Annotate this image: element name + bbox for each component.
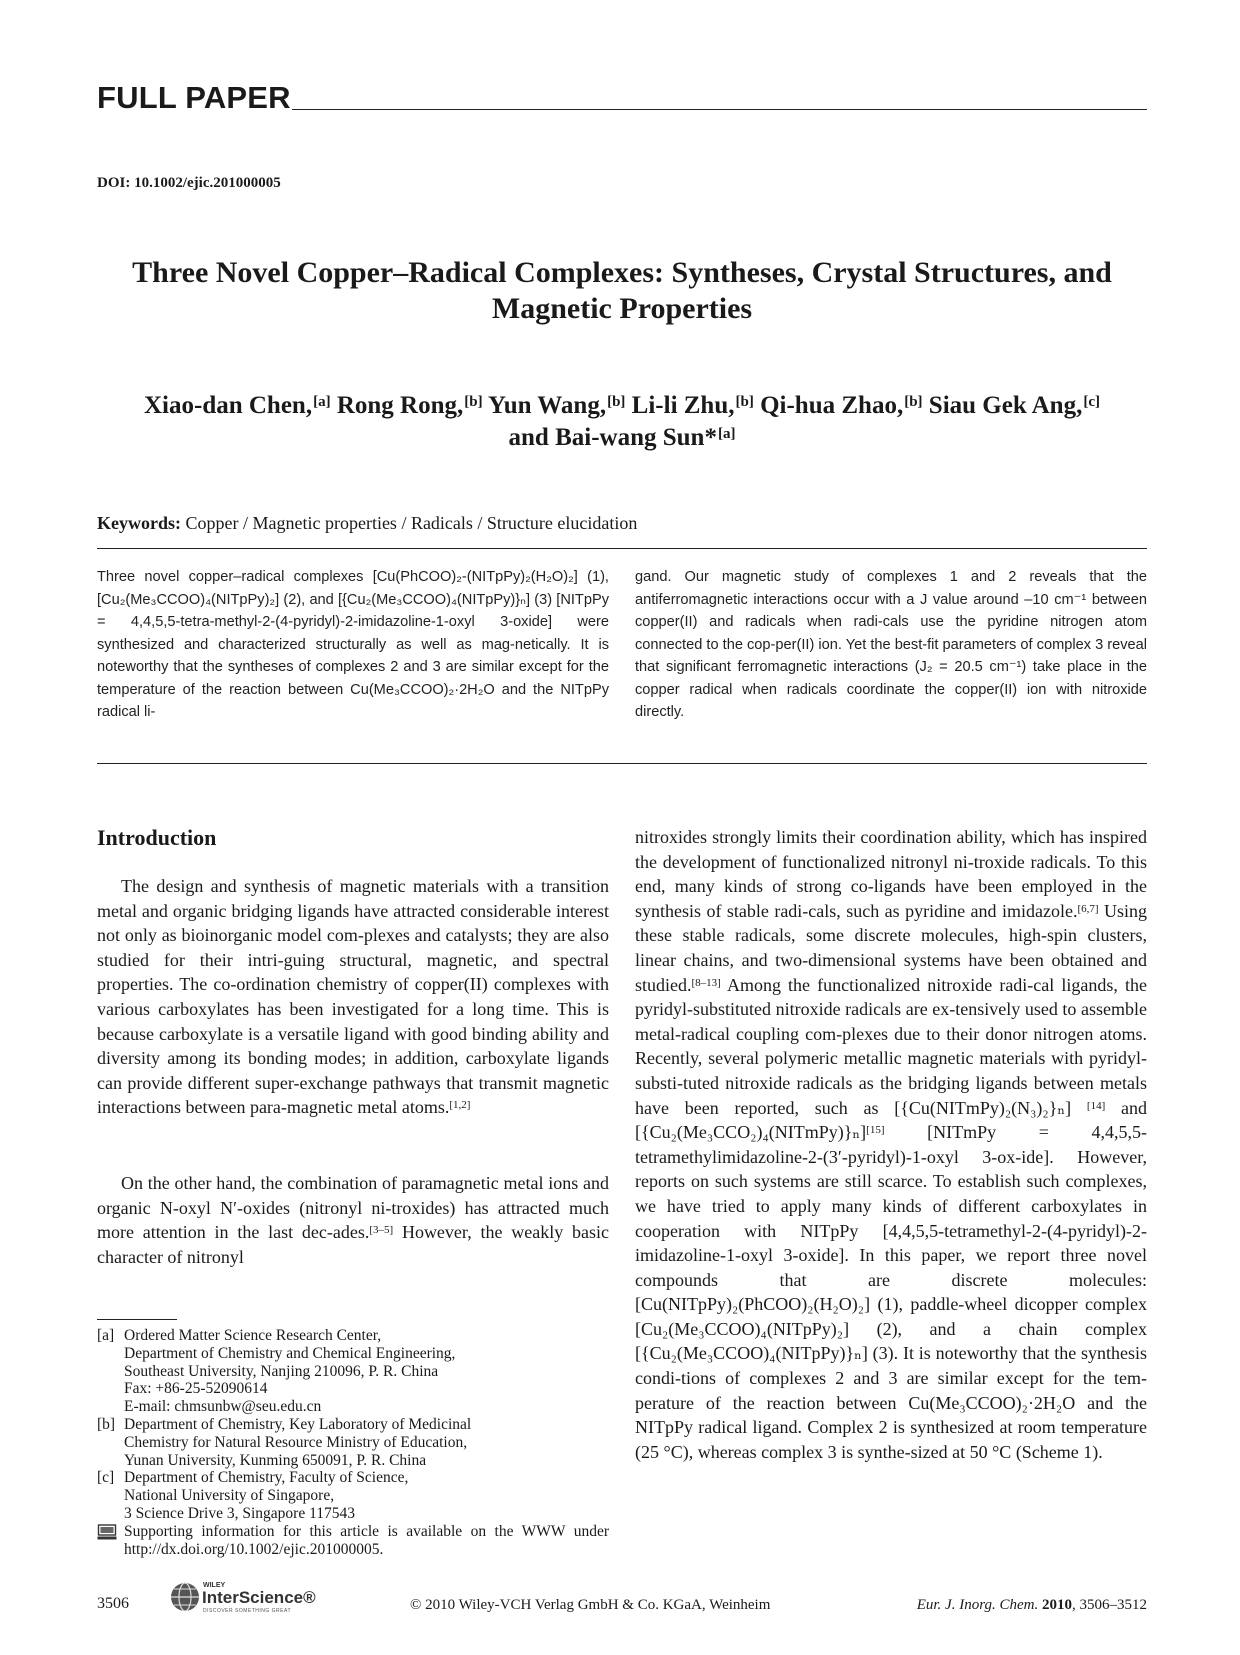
author-name: Qi-hua Zhao, [760,392,904,419]
author-list [97,390,1147,454]
affiliation-b [97,1416,609,1469]
abstract-right-column: gand. Our magnetic study of complexes 1 and 2 reveals that the antiferromagnetic interactions occur with a J value around –10 cm⁻¹ between copper(II) and radicals when radi-cals use the pyridine nitrogen atom connected to the cop-per(II) ion. Yet the best-fit parameters of complex 3 reveal that significant ferromagnetic interactions (J₂ = 20.5 cm⁻¹) take place in the copper radical when radicals coordinate the copper(II) ion with nitroxide directly. [635,569,1147,720]
affiliation-line: Southeast University, Nanjing 210096, P. R. China [124,1362,439,1380]
journal-citation [917,1597,1147,1614]
affiliation-a [97,1327,609,1416]
affiliations [97,1327,609,1558]
computer-icon [97,1524,117,1540]
abstract-rule-top [97,548,1147,549]
citation: [15] [866,1124,885,1137]
keywords-label: Keywords: [97,513,181,533]
author-name: and Bai-wang Sun* [508,424,717,451]
affiliation-line: 3 Science Drive 3, Singapore 117543 [124,1504,356,1522]
affiliation-line: National University of Singapore, [124,1487,335,1505]
author-affiliation-tag: [b] [904,394,923,410]
author-affiliation-tag: [b] [735,394,754,410]
citation: [1,2] [449,1099,471,1112]
affiliation-line: Fax: +86-25-52090614 [124,1380,268,1398]
intro-right-column [635,825,1147,1464]
abstract-left-column: Three novel copper–radical complexes [Cu(PhCOO)₂-(NITpPy)₂(H₂O)₂] (1), [Cu₂(Me₃CCOO)₄(NITpPy)₂] (2), and [{Cu₂(Me₃CCOO)₄(NITpPy)}ₙ] (3) [NITpPy = 4,4,5,5-tetra-methyl-2-(4-pyridyl)-2-imidazoline-1-oxyl 3-oxide] were synthesized and characterized structurally as well as mag-netically. It is noteworthy that the syntheses of complexes 2 and 3 are similar except for the temperature of the reaction between Cu(Me₃CCOO)₂·2H₂O and the NITpPy radical li- [97,569,609,720]
affiliation-c [97,1469,609,1522]
page-number: 3506 [97,1595,129,1612]
affiliation-tag: [c] [97,1469,115,1487]
header-rule [292,109,1147,110]
section-label: FULL PAPER [97,80,291,115]
affiliation-line: Department of Chemistry, Faculty of Science, [124,1469,409,1487]
citation: [8–13] [691,976,721,989]
author-affiliation-tag: [b] [464,394,483,410]
intro-paragraph-1 [97,874,609,1120]
author-name: Xiao-dan Chen, [144,392,313,419]
affiliation-line: Chemistry for Natural Resource Ministry of Education, [124,1433,468,1451]
intro-paragraph-1-text: The design and synthesis of magnetic materials with a transition metal and organic bridging ligands have attracted considerable interest not only as bioinorganic model com-plexes and catalysts; they are also studied for their intri-guing structural, magnetic, and spectral properties. The co-ordination chemistry of copper(II) complexes with various carboxylates has been investigated for a long time. This is because carboxylate is a versatile ligand with good binding ability and diversity among its bonding modes; in addition, carboxylate ligands can provide different super-exchange pathways that transmit magnetic interactions between para-magnetic metal atoms. [97,876,609,1118]
copyright: © 2010 Wiley-VCH Verlag GmbH & Co. KGaA, Weinheim [410,1597,771,1613]
supporting-info-text[interactable]: Supporting information for this article is available on the WWW under http://dx.doi.org/10.1002/ejic.201000005. [124,1522,609,1558]
citation: [14] [1086,1099,1106,1112]
affiliation-line: Ordered Matter Science Research Center, [124,1327,382,1344]
journal-pages: , 3506–3512 [1072,1597,1147,1613]
keywords-text: Copper / Magnetic properties / Radicals / Structure elucidation [185,513,638,533]
intro-right-text: and [{Cu₂(Me₃CCO₂)₄(NITmPy)}ₙ] [635,1097,1148,1143]
supporting-info [97,1523,609,1559]
doi: DOI: 10.1002/ejic.201000005 [97,175,281,191]
intro-right-text: nitroxides strongly limits their coordination ability, which has inspired the development of functionalized nitronyl ni-troxide radicals. To this end, many kinds of strong co-ligands have been employed in the synthesis of stable radi-cals, such as pyridine and imidazole. [635,827,1147,921]
citation: [6,7] [1077,902,1099,915]
keywords [97,513,637,534]
logo-main-text: InterScience® [202,1588,316,1607]
author-affiliation-tag: [a] [717,426,736,442]
affiliation-tag: [a] [97,1327,115,1344]
intro-paragraph-2 [97,1171,609,1269]
author-name: Li-li Zhu, [631,392,735,419]
logo-small-text: WILEY [203,1582,226,1589]
affiliation-line: Yunan University, Kunming 650091, P. R. China [124,1451,427,1469]
section-heading-introduction: Introduction [97,825,217,850]
author-affiliation-tag: [c] [1083,394,1100,410]
citation: [3–5] [369,1224,394,1237]
intro-paragraph-2-text: On the other hand, the combination of paramagnetic metal ions and organic N-oxyl N′-oxides (nitronyl ni-troxides) has attracted much more attention in the last dec-ades. [97,1173,609,1243]
author-name: Rong Rong, [336,392,464,419]
affiliation-tag: [b] [97,1415,116,1433]
author-affiliation-tag: [a] [313,394,331,410]
affiliation-email[interactable]: E-mail: chmsunbw@seu.edu.cn [124,1398,322,1416]
affiliation-line: Department of Chemistry and Chemical Engineering, [124,1344,456,1362]
journal-name: Eur. J. Inorg. Chem. [916,1597,1039,1613]
paper-title: Three Novel Copper–Radical Complexes: Syntheses, Crystal Structures, and Magnetic Properties [132,256,1112,325]
intro-right-text: Among the functionalized nitroxide radi-cal ligands, the pyridyl-substituted nitroxide radicals are ex-tensively used to assemble metal-radical coupling com-plexes due to their donor nitrogen atoms. Recently, several polymeric metallic magnetic materials with pyridyl-substi-tuted nitroxide radicals as the bridging ligands between metals have been reported, such as [{Cu(NITmPy)₂(N₃)₂}ₙ] [635,974,1147,1118]
intro-paragraph-2-tail: However, the weakly basic character of nitronyl [97,1222,609,1267]
intro-right-text: Using these stable radicals, some discrete molecules, high-spin clusters, linear chains, and two-dimensional systems have been obtained and studied. [635,900,1147,995]
author-name: Yun Wang, [487,392,607,419]
logo-tagline: DISCOVER SOMETHING GREAT [203,1608,292,1614]
intro-right-text: [NITmPy = 4,4,5,5-tetramethylimidazoline-2-(3′-pyridyl)-1-oxyl 3-ox-ide]. However, reports on such systems are still scarce. To establish such complexes, we have tried to apply many kinds of different carboxylates in cooperation with NITpPy [4,4,5,5-tetramethyl-2-(4-pyridyl)-2-imidazoline-1-oxyl 3-oxide]. In this paper, we report three novel compounds that are discrete molecules: [Cu(NITpPy)₂(PhCOO)₂(H₂O)₂] (1), paddle-wheel dicopper complex [Cu₂(Me₃CCOO)₄(NITpPy)₂] (2), and a chain complex [{Cu₂(Me₃CCOO)₄(NITpPy)}ₙ] (3). It is noteworthy that the synthesis condi-tions of complexes 2 and 3 are similar except for the tem-perature of the reaction between Cu(Me₃CCOO)₂·2H₂O and the NITpPy radical ligand. Complex 2 is synthesized at room temperature (25 °C), whereas complex 3 is synthe-sized at 50 °C (Scheme 1). [635,1122,1147,1462]
journal-year: 2010 [1042,1597,1072,1613]
affiliation-line: Department of Chemistry, Key Laboratory of Medicinal [124,1415,472,1433]
author-affiliation-tag: [b] [607,394,626,410]
globe-icon [171,1583,199,1611]
author-name: Siau Gek Ang, [928,392,1083,419]
abstract-rule-bottom [97,763,1147,764]
wiley-interscience-logo [168,1578,328,1614]
footnote-rule [97,1319,177,1320]
